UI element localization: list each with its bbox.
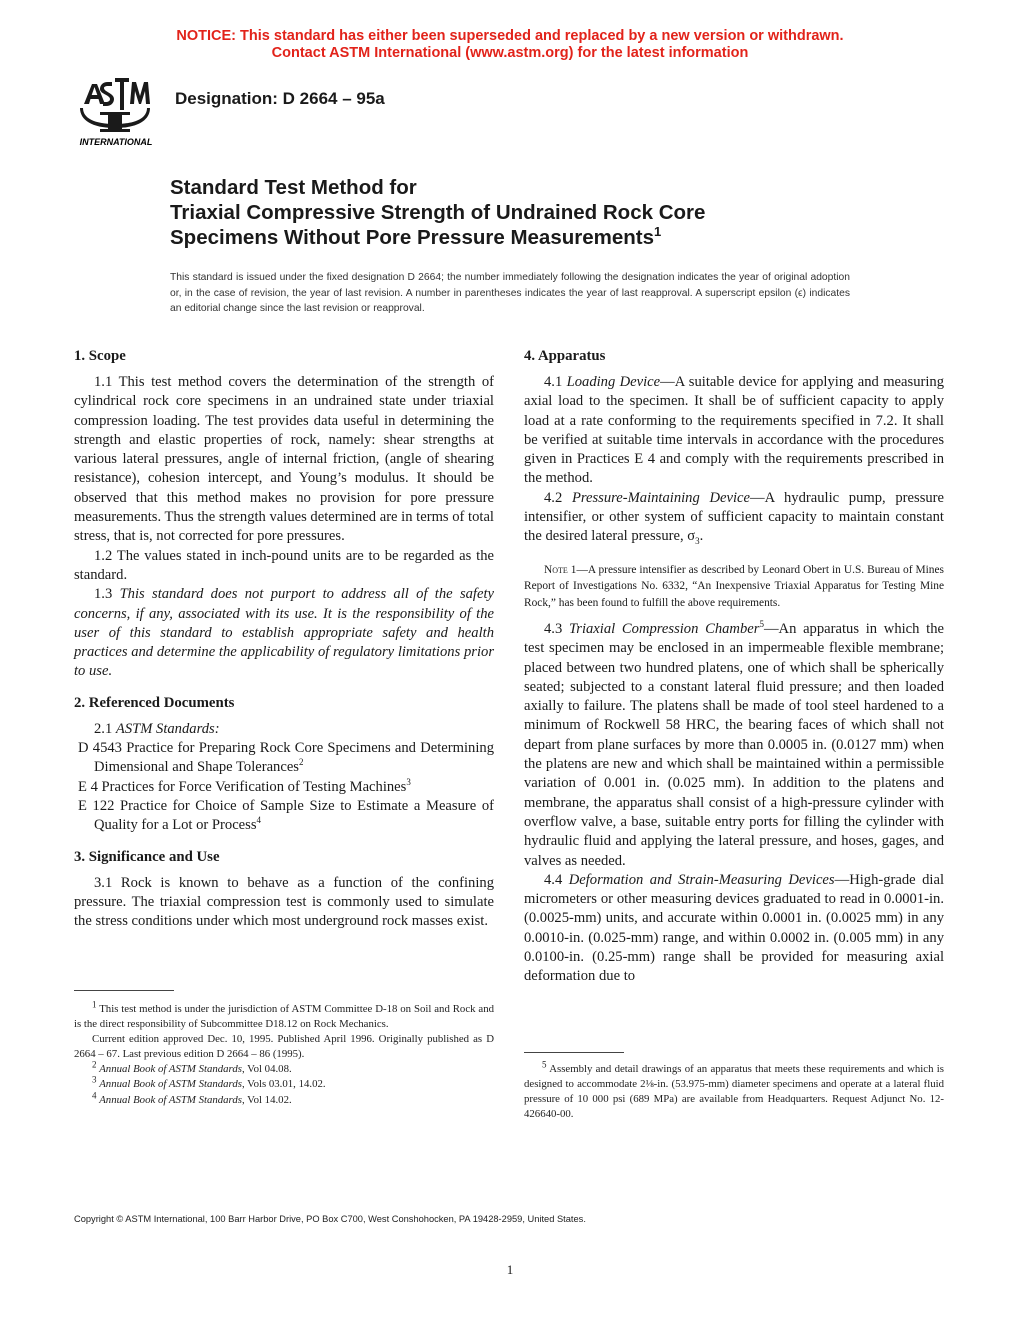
ref-item-d4543 [74,739,494,778]
apparatus-4-2 [524,489,944,552]
footnote-5 [524,1059,944,1122]
astm-logo-label: INTERNATIONAL [79,137,153,147]
notice-line-1: NOTICE: This standard has either been superseded and replaced by a new version or withdrawn. [176,28,844,44]
significance-3-1: 3.1 Rock is known to behave as a function of the confining pressure. The triaxial compression test is commonly used to simulate the stress conditions under which most underground rock masses exist. [74,874,494,930]
page-number: 1 [506,1262,514,1277]
apparatus-4-3-mark: 5 [759,619,764,630]
refdocs-2-1 [74,720,494,739]
apparatus-4-3-title: Triaxial Compression Chamber [568,620,760,637]
apparatus-4-1-title: Loading Device [566,374,661,390]
apparatus-4-2-text: —A hydraulic pump, pressure intensifier, or other system of sufficient capacity to maintain constant the desired lateral pressure, σ [524,489,945,545]
title-line-3 [170,225,890,250]
section-scope-heading: 1. Scope [74,348,126,364]
footnote-3 [74,1074,494,1092]
footnote-mark: 3 [92,1074,97,1085]
right-column [524,345,944,987]
apparatus-4-4-number: 4.4 [544,871,563,888]
scope-1-1: 1.1 This test method covers the determination of the strength of cylindrical rock core specimens in an undrained state under triaxial compression loading. The test provides data useful in determining the strength and elastic properties of rock, namely: shear strengths at various lateral pressures, angle of internal friction, (angle of shearing resistance), cohesion intercept, and Young’s modulus. It should be observed that this method makes no provision for pore pressure measurements. Thus the strength values determined are in terms of total stress, that is, not corrected for pore pressures. [74,374,494,545]
ref-footnote-mark: 2 [299,757,304,768]
refdocs-2-1-number: 2.1 [94,720,113,737]
title-line-3-text: Specimens Without Pore Pressure Measurements [170,226,655,249]
footnote-2-book: Annual Book of ASTM Standards [99,1063,242,1076]
ref-item-text: E 4 Practices for Force Verification of Testing Machines [78,778,407,795]
footnote-4 [74,1089,494,1108]
apparatus-4-3 [524,620,944,871]
apparatus-4-1-text: —A suitable device for applying and measuring axial load to the specimen. It shall be of sufficient capacity to apply load at a rate conforming to the requirements specified in 7.2. It shall be verified at suitable time intervals in accordance with the procedures given in Practices E 4 and comply with the requirements prescribed in the method. [524,374,944,487]
left-column [74,345,494,931]
astm-logo-icon [70,74,162,150]
footnote-1 [74,999,494,1032]
note-1 [524,562,944,612]
section-refdocs-heading: 2. Referenced Documents [74,694,235,711]
scope-1-3-number: 1.3 [94,586,113,603]
notice-line-2: Contact ASTM International (www.astm.org) for the latest information [271,45,749,61]
footnote-2 [74,1059,494,1077]
footnote-5-text: Assembly and detail drawings of an apparatus that meets these requirements and which is designed to accommodate 2⅛-in. (53.975-mm) diameter specimens and operate at a lateral fluid pressure of 10 000 psi (689 MPa) are available from Headquarters. Request Adjunct No. 12-426640-00. [524,1063,944,1121]
ref-footnote-mark: 3 [406,776,411,787]
footnote-1-edition: Current edition approved Dec. 10, 1995. Published April 1996. Originally published as D 2664 – 67. Last previous edition D 2664 – 86 (1995). [74,1033,494,1061]
footnote-4-book: Annual Book of ASTM Standards [99,1093,242,1106]
footnotes-right [524,1059,944,1122]
apparatus-4-4 [524,871,944,987]
title-line-2: Triaxial Compressive Strength of Undrained Rock Core [170,201,706,224]
scope-1-3 [74,585,494,681]
apparatus-4-4-text: —High-grade dial micrometers or other measuring devices graduated to read in 0.0001-in. (0.0025-mm) units, and accurate within 0.0001 in. (0.0025 mm) in any 0.0010-in. (0.025-mm) range, and within 0.0002 in. (0.005 mm) in any 0.0100-in. (0.25-mm) range shall be provided for measuring axial deformation due to [524,871,944,985]
apparatus-4-2-title: Pressure-Maintaining Device [571,489,750,506]
document-title [170,175,890,250]
note-1-label: Note 1 [544,563,577,576]
footnote-mark: 4 [92,1089,97,1100]
designation: Designation: D 2664 – 95a [175,89,385,108]
apparatus-4-1-number: 4.1 [544,374,563,390]
issue-note: This standard is issued under the fixed designation D 2664; the number immediately following the designation indicates the year of original adoption or, in the case of revision, the year of last revision. A number in parentheses indicates the year of last reapproval. A superscript epsilon (ϵ) indicates an editorial change since the last revision or reapproval. [170,272,850,314]
ref-item-text: D 4543 Practice for Preparing Rock Core Specimens and Determining Dimensional and Shape Tolerances [78,740,494,776]
footnote-mark: 1 [92,999,97,1010]
title-line-1: Standard Test Method for [170,176,417,199]
apparatus-4-1 [524,373,944,489]
footnote-rule-right [524,1052,624,1053]
footnote-2-vol: , Vol 04.08. [241,1063,292,1076]
note-1-text: —A pressure intensifier as described by Leonard Obert in U.S. Bureau of Mines Report of Investigations No. 6332, “An Inexpensive Triaxial Apparatus for Testing Mine Rock,” has been found to fulfill the above requirements. [524,563,944,610]
sigma-subscript: 3 [695,536,700,547]
footnote-3-book: Annual Book of ASTM Standards [99,1078,242,1091]
scope-1-3-text: This standard does not purport to address all of the safety concerns, if any, associated with its use. It is the responsibility of the user of this standard to establish appropriate safety and health practices and determine the applicability of regulatory limitations prior to use. [74,586,494,680]
footnote-1-text: This test method is under the jurisdiction of ASTM Committee D-18 on Soil and Rock and is the direct responsibility of Subcommittee D18.12 on Rock Mechanics. [74,1003,494,1031]
ref-item-text: E 122 Practice for Choice of Sample Size to Estimate a Measure of Quality for a Lot or Process [78,797,494,834]
apparatus-4-3-text: —An apparatus in which the test specimen may be enclosed in an impermeable flexible membrane; placed between two hundred platens, one of which shall be spherically seated; subjected to a constant lateral fluid pressure; and then loaded axially to failure. The platens shall be made of tool steel hardened to a minimum of Rockwell 58 HRC, the bearing faces of which shall not depart from plane surfaces by more than 0.0005 in. (0.0127 mm) when the platens are new and which shall be maintained within a permissible variation of 0.001 in. (0.025 mm). In addition to the platens and membrane, the apparatus shall consist of a high-pressure cylinder with overflow valve, a base, suitable entry ports for filling the cylinder with hydraulic fluid and applying the lateral pressure, and hoses, gages, and valves as needed. [524,620,944,869]
ref-item-e4 [74,778,494,797]
ref-item-e122 [74,797,494,836]
ref-footnote-mark: 4 [256,815,262,826]
withdrawal-notice [0,28,1020,62]
section-apparatus-heading: 4. Apparatus [524,348,606,364]
copyright-line: Copyright © ASTM International, 100 Barr Harbor Drive, PO Box C700, West Conshohocken, PA 19428-2959, United States. [74,1214,586,1224]
footnote-mark: 2 [92,1059,97,1070]
scope-1-2: 1.2 The values stated in inch-pound units are to be regarded as the standard. [74,547,494,583]
footnote-rule-left [74,990,174,991]
refdocs-2-1-title: ASTM Standards: [115,720,220,737]
section-significance-heading: 3. Significance and Use [74,848,220,865]
footnote-4-vol: , Vol 14.02. [241,1093,292,1106]
title-footnote-mark: 1 [654,224,662,240]
footnote-mark: 5 [542,1059,547,1070]
apparatus-4-4-title: Deformation and Strain-Measuring Devices [568,871,835,888]
apparatus-4-2-end: . [699,528,704,545]
footnotes-left [74,999,494,1108]
apparatus-4-2-number: 4.2 [544,489,563,506]
apparatus-4-3-number: 4.3 [544,620,563,637]
footnote-3-vol: , Vols 03.01, 14.02. [241,1078,326,1091]
